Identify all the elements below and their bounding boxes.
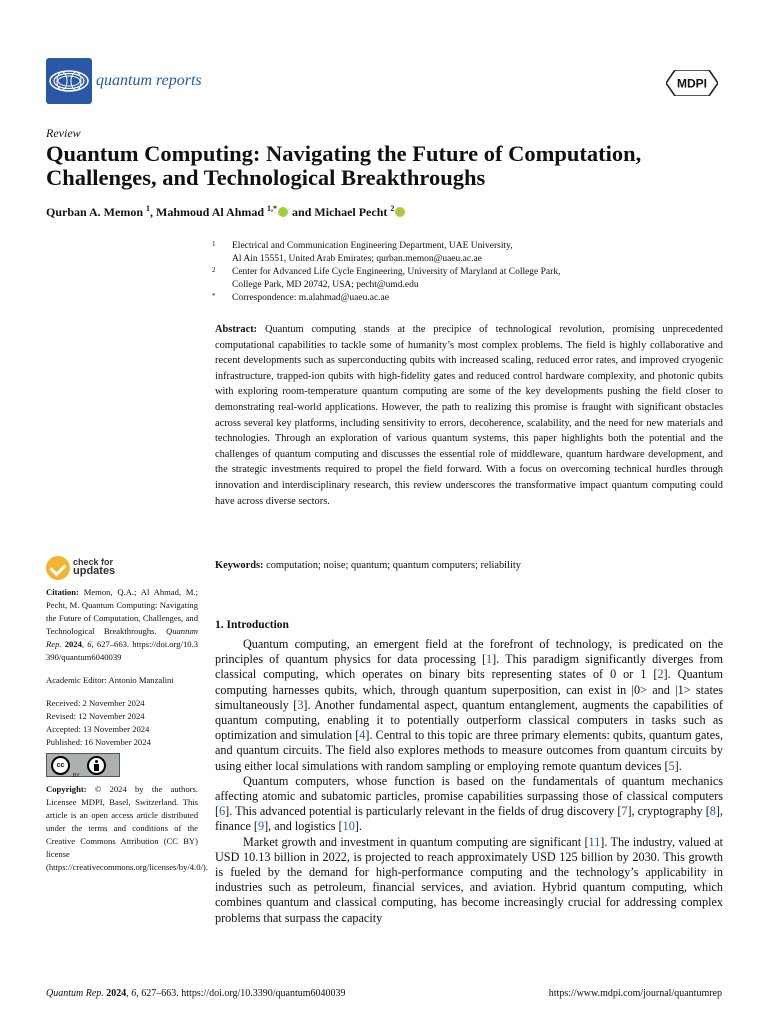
article-sidebar — [46, 556, 208, 882]
author-affiliation-mark: 1,* — [267, 204, 278, 213]
reference-link[interactable]: 4 — [359, 728, 366, 743]
citation-block: Citation: Memon, Q.A.; Al Ahmad, M.; Pecht, M. Quantum Computing: Navigating the Future of Computation, Challenges, and Technological Breakthroughs. Quantum Rep. 2024, 6, 627–663. https://doi.org/10.3390/quantum6040039 — [46, 587, 198, 662]
publisher-name: MDPI — [677, 76, 707, 91]
footer-year: 2024 — [106, 988, 127, 999]
citation-pages: , 627–663. — [91, 639, 130, 649]
check-updates-icon — [46, 556, 70, 580]
reference-link[interactable]: 6 — [219, 804, 226, 819]
author-conjunction: and — [292, 205, 312, 219]
footer-pages-doi[interactable]: , 627–663. https://doi.org/10.3390/quantum6040039 — [136, 988, 346, 999]
affiliation-item — [210, 240, 730, 266]
orcid-icon[interactable] — [395, 207, 405, 217]
check-for-updates-button[interactable] — [46, 556, 198, 582]
journal-header — [46, 58, 726, 106]
reference-link[interactable]: 3 — [297, 697, 304, 712]
dates-block — [46, 697, 198, 749]
affiliation-mark: * — [212, 292, 216, 300]
check-updates-line1: check for — [73, 557, 114, 567]
correspondence-line[interactable]: Correspondence: m.alahmad@uaeu.ac.ae — [232, 293, 389, 303]
reference-link[interactable]: 11 — [588, 834, 601, 849]
received-date: Received: 2 November 2024 — [46, 698, 145, 708]
author-name[interactable]: Qurban A. Memon — [46, 205, 144, 219]
author-name[interactable]: Mahmoud Al Ahmad — [156, 205, 265, 219]
copyright-text: © 2024 by the authors. Licensee MDPI, Basel, Switzerland. This article is an open access article distributed under the terms and conditions of the Creative Commons Attribution (CC BY) license (https://creativecommons.org/licenses/by/4.0/). — [46, 784, 208, 872]
keywords — [215, 558, 723, 573]
accepted-date: Accepted: 13 November 2024 — [46, 724, 150, 734]
citation-year: 2024 — [64, 639, 82, 649]
reference-link[interactable]: 2 — [657, 667, 664, 682]
affiliation-line: Al Ain 15551, United Arab Emirates; qurban.memon@uaeu.ac.ae — [232, 254, 482, 264]
citation-label: Citation: — [46, 587, 79, 597]
author-affiliation-mark: 2 — [390, 204, 395, 213]
paragraph-text: Quantum computers, whose function is based on the fundamentals of quantum mechanics affecting atomic and subatomic particles, promise capabilities surpassing those of classical computers [ — [215, 773, 723, 819]
affiliation-line: Electrical and Communication Engineering Department, UAE University, — [232, 241, 513, 251]
introduction-body — [215, 637, 723, 926]
paragraph-text: ], cryptography [ — [627, 804, 710, 819]
abstract-text: Quantum computing stands at the precipice of technological revolution, promising unprecedented computational capabilities to tackle some of humanity’s most complex problems. The field is highly collaborative and recent developments such as superconducting qubits with increased scaling, reduced error rates, and improved cryogenic infrastructure, trapped-ion qubits with high-fidelity gates and reduced control hardware complexity, and photonic qubits with exploring room-temperature quantum computing are some of the key developments pushing the field closer to demonstrating real-world applications. However, the path to realizing this promise is fraught with significant obstacles across several key platforms, including sensitivity to errors, decoherence, scalability, and the need for new materials and technologies. Through an exploration of various quantum systems, this paper highlights both the potential and the challenges of quantum computing and discusses the essential role of middleware, quantum hardware development, and the strategic investments required to propel the field forward. With a focus on overcoming technical hurdles through innovation and interdisciplinary research, this review underscores the transformative impact quantum computing could have across diverse sectors. — [215, 324, 723, 507]
reference-link[interactable]: 10 — [342, 819, 355, 834]
citation-journal: Quantum Rep. — [46, 626, 198, 649]
paragraph-text: ]. — [674, 758, 682, 773]
footer-journal: Quantum Rep. — [46, 988, 104, 999]
paragraph-text: ]. The industry, valued at USD 10.13 billion in 2022, is projected to reach approximately USD 125 billion by 2030. This growth is fueled by the demand for high-performance computing and the technology’s applicability in industries such as petroleum, financial services, and aviation. Hybrid quantum computing, which combines quantum and classical computing, has become increasingly crucial for addressing complex problems that surpass the capacity — [215, 834, 723, 925]
affiliation-mark: 1 — [212, 240, 216, 248]
article-type: Review — [46, 126, 81, 140]
paragraph-text: ]. This advanced potential is particularly relevant in the fields of drug discovery [ — [225, 804, 622, 819]
footer-citation: Quantum Rep. 2024, 6, 627–663. https://doi.org/10.3390/quantum6040039 — [46, 988, 346, 999]
footer-volume: 6 — [131, 988, 137, 999]
orcid-icon[interactable] — [278, 207, 288, 217]
reference-link[interactable]: 7 — [621, 804, 628, 819]
footer-journal-url[interactable]: https://www.mdpi.com/journal/quantumrep — [548, 988, 722, 999]
paragraph-text: Market growth and investment in quantum computing are significant [ — [243, 834, 589, 849]
published-date: Published: 16 November 2024 — [46, 737, 151, 747]
revised-date: Revised: 12 November 2024 — [46, 711, 145, 721]
paragraph-text: ], and logistics [ — [264, 819, 343, 834]
paragraph-text: ]. This paradigm significantly diverges from classical computing, which operates on binary bits representing states of 0 or 1 [ — [215, 652, 724, 682]
reference-link[interactable]: 5 — [668, 758, 675, 773]
attribution-icon — [87, 756, 106, 775]
author-affiliation-mark: 1 — [146, 204, 151, 213]
cc-icon: cc — [51, 756, 70, 775]
paragraph-text: ]. Another fundamental aspect, quantum entanglement, augments the capabilities of quantum computing, enabling it to potentially outperform classical computers in tasks such as optimization and simulation [ — [215, 697, 723, 743]
journal-name[interactable]: quantum reports — [96, 72, 202, 89]
citation-doi-link[interactable]: https://doi.org/10.3390/quantum6040039 — [46, 639, 198, 662]
author-list: Qurban A. Memon $^1$, Mahmoud Al Ahmad $^{1,*}$ and Michael Pecht $^2$ — [46, 204, 726, 220]
affiliations — [210, 240, 730, 305]
paragraph-text: ]. Central to this topic are three primary elements: qubits, quantum gates, and quantum circuits. The field also explores methods to measure outcomes from quantum circuits by using either local simulations with random sampling or employing remote quantum devices [ — [215, 728, 723, 773]
reference-link[interactable]: 1 — [486, 652, 493, 667]
keywords-label: Keywords: — [215, 560, 264, 571]
keywords-text: computation; noise; quantum; quantum computers; reliability — [266, 560, 521, 571]
copyright-block — [46, 783, 208, 874]
section-heading: 1. Introduction — [215, 619, 289, 631]
article-title: Quantum Computing: Navigating the Future of Computation, Challenges, and Technological Breakthroughs — [46, 141, 642, 190]
mdpi-logo-icon[interactable] — [666, 70, 718, 96]
paragraph-text: ]. Quantum computing harnesses qubits, which, through quantum superposition, can exist in |0> and |1> states simultaneously [ — [215, 667, 723, 712]
intro-paragraph — [215, 637, 723, 774]
abstract — [215, 322, 723, 509]
affiliation-item — [210, 292, 730, 305]
paragraph-text: Quantum computing, an emergent field at the forefront of technology, is predicated on the principles of quantum physics for data processing [ — [215, 637, 723, 667]
affiliation-line: Center for Advanced Life Cycle Engineering, University of Maryland at College Park, — [232, 267, 561, 277]
paragraph-text: ], finance [ — [215, 804, 723, 834]
author-name[interactable]: Michael Pecht — [314, 205, 388, 219]
paragraph-text: ]. — [354, 819, 362, 834]
intro-paragraph — [215, 774, 723, 835]
reference-link[interactable]: 9 — [257, 819, 265, 834]
affiliation-mark: 2 — [212, 266, 216, 274]
academic-editor: Academic Editor: Antonio Manzalini — [46, 675, 174, 685]
copyright-label: Copyright: — [46, 784, 87, 794]
affiliation-line: College Park, MD 20742, USA; pecht@umd.edu — [232, 280, 419, 290]
journal-logo-icon — [46, 58, 92, 104]
abstract-label: Abstract: — [215, 324, 258, 335]
intro-paragraph — [215, 835, 723, 926]
cc-by-label: BY — [73, 773, 80, 779]
affiliation-item — [210, 266, 730, 292]
check-updates-line2: updates — [73, 565, 116, 577]
citation-text: Memon, Q.A.; Al Ahmad, M.; Pecht, M. Quantum Computing: Navigating the Future of Computation, Challenges, and Technological Breakthroughs. — [46, 587, 198, 636]
cc-by-license-badge[interactable] — [46, 753, 120, 777]
reference-link[interactable]: 8 — [709, 804, 716, 819]
citation-volume: 6 — [87, 639, 92, 649]
